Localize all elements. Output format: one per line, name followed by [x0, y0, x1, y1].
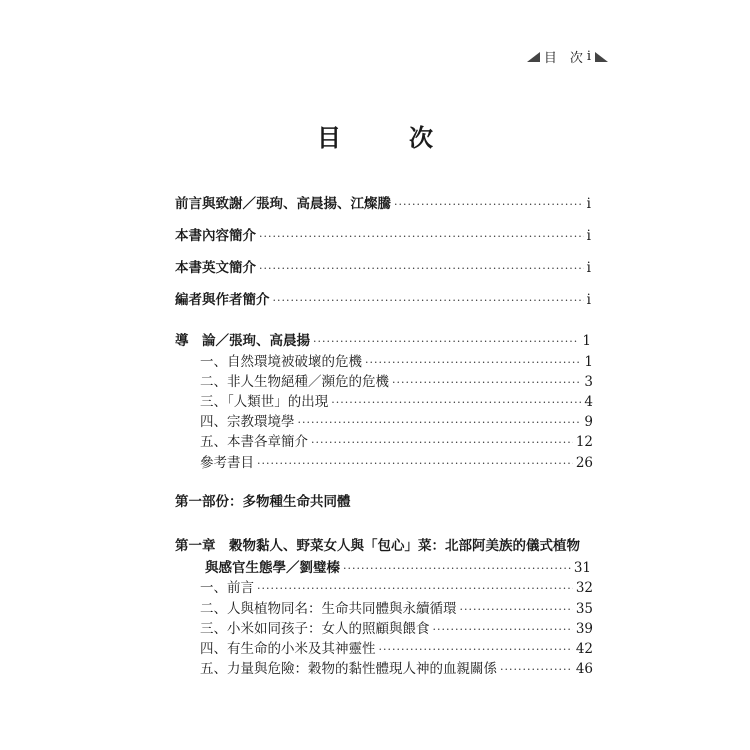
leader-dots	[273, 294, 584, 307]
running-head-page: i	[586, 49, 591, 64]
toc-subentry-page: 12	[575, 434, 593, 450]
toc-subentry[interactable]	[200, 576, 593, 596]
toc-subentry-label: 五、本書各章簡介	[200, 434, 308, 450]
toc-subentry-page: 39	[575, 621, 593, 637]
toc-subentry[interactable]	[200, 430, 593, 450]
leader-dots	[460, 603, 573, 616]
toc-entry-page: i	[586, 228, 591, 244]
toc-subentry-label: 四、宗教環境學	[200, 414, 295, 430]
page-title: 目 次	[317, 123, 455, 152]
toc-subentry[interactable]	[200, 370, 593, 390]
toc-subentry-label: 三、「人類世」的出現	[200, 394, 329, 410]
toc-subentry[interactable]	[200, 637, 593, 657]
toc-subentry-page: 46	[575, 661, 593, 677]
toc-subentry-label: 四、有生命的小米及其神靈性	[200, 641, 376, 657]
leader-dots	[311, 436, 573, 449]
leader-dots	[433, 623, 573, 636]
toc-entry-page: 1	[582, 333, 591, 349]
toc-subentry-label: 五、力量與危險：穀物的黏性體現人神的血親關係	[200, 661, 497, 677]
toc-subentry-page: 42	[575, 641, 593, 657]
leader-dots	[331, 396, 581, 409]
toc-subentry-page: 32	[575, 580, 593, 596]
leader-dots	[365, 356, 581, 369]
toc-subentry-page: 3	[584, 374, 593, 390]
toc-entry-page: i	[586, 292, 591, 308]
toc-subentry-page: 35	[575, 601, 593, 617]
toc-subentry-page: 26	[575, 455, 593, 471]
toc-subentry[interactable]	[200, 657, 593, 677]
toc-subentry-page: 1	[584, 354, 593, 370]
leader-dots	[298, 416, 582, 429]
toc-entry-summary[interactable]	[175, 224, 591, 244]
toc-entry-label: 前言與致謝／張珣、高晨揚、江燦騰	[175, 196, 391, 212]
running-head-title: 目 次	[543, 51, 583, 66]
toc-subentry-label: 二、非人生物絕種／瀕危的危機	[200, 374, 389, 390]
chapter-title-line[interactable]: 第一章 穀物黏人、野菜女人與「包心」菜：北部阿美族的儀式植物	[175, 538, 580, 554]
toc-entry-label: 編者與作者簡介	[175, 292, 270, 308]
triangle-right-icon	[595, 52, 608, 62]
triangle-left-icon	[527, 52, 540, 62]
toc-subentry[interactable]	[200, 350, 593, 370]
toc-subentry-label: 一、自然環境被破壞的危機	[200, 354, 362, 370]
toc-entry-contributors[interactable]	[175, 288, 591, 308]
toc-subentry-label: 三、小米如同孩子：女人的照顧與餵食	[200, 621, 430, 637]
toc-entry-label: 本書英文簡介	[175, 260, 256, 276]
leader-dots	[257, 582, 573, 595]
toc-entry-introduction[interactable]	[175, 329, 591, 349]
leader-dots	[257, 457, 573, 470]
toc-subentry[interactable]	[200, 390, 593, 410]
leader-dots	[313, 335, 579, 348]
toc-entry-page: 31	[573, 560, 591, 576]
toc-subentry[interactable]	[200, 597, 593, 617]
toc-subentry-label: 一、前言	[200, 580, 254, 596]
toc-entry-label: 導 論／張珣、高晨揚	[175, 333, 310, 349]
toc-entry-label: 與感官生態學／劉璧榛	[205, 560, 340, 576]
toc-subentry[interactable]	[200, 410, 593, 430]
toc-entry-label: 本書內容簡介	[175, 228, 256, 244]
leader-dots	[259, 230, 584, 243]
leader-dots	[343, 562, 571, 575]
leader-dots	[394, 198, 584, 211]
toc-entry-preface[interactable]	[175, 192, 591, 212]
toc-entry-page: i	[586, 196, 591, 212]
toc-entry-english-summary[interactable]	[175, 256, 591, 276]
toc-subentry[interactable]	[200, 617, 593, 637]
leader-dots	[392, 376, 581, 389]
leader-dots	[379, 643, 573, 656]
toc-subentry-page: 9	[584, 414, 593, 430]
toc-subentry-label: 參考書目	[200, 455, 254, 471]
toc-entry-page: i	[586, 260, 591, 276]
toc-entry-chapter-one[interactable]	[205, 556, 591, 576]
running-head	[527, 47, 608, 66]
toc-subentry-page: 4	[584, 394, 593, 410]
leader-dots	[259, 262, 584, 275]
toc-subentry[interactable]	[200, 451, 593, 471]
toc-subentry-label: 二、人與植物同名：生命共同體與永續循環	[200, 601, 457, 617]
part-heading: 第一部份：多物種生命共同體	[175, 494, 351, 510]
leader-dots	[500, 663, 573, 676]
